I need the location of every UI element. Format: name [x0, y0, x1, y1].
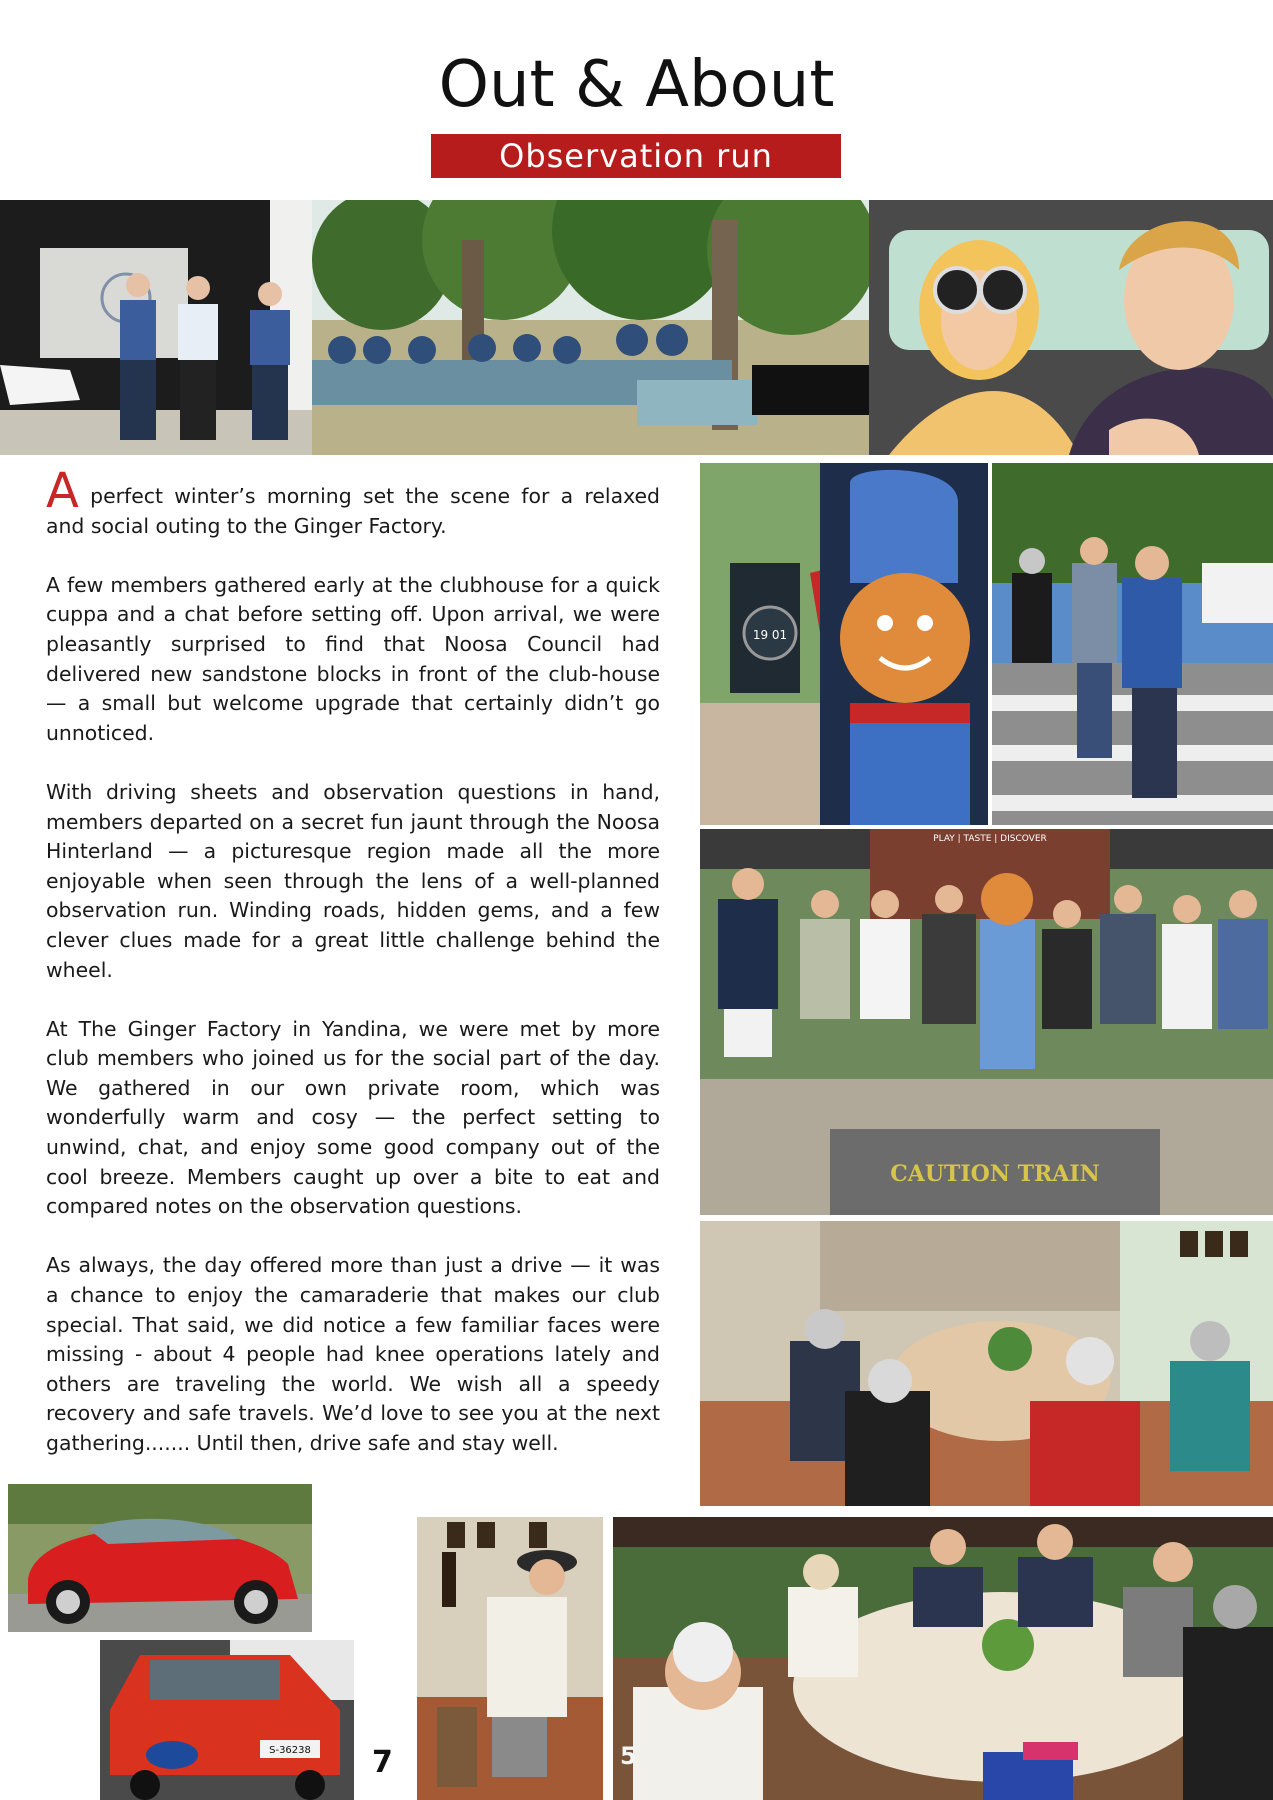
page-number-right: 5 [620, 1742, 637, 1770]
photo-red-ford-cortina [100, 1640, 354, 1800]
article-paragraph: A perfect winter’s morning set the scene for a relaxed and social outing to the Ginger Factory. [46, 463, 660, 538]
page-number-left: 7 [372, 1745, 393, 1780]
photo-park-gathering [312, 200, 869, 455]
article-paragraph: At The Ginger Factory in Yandina, we were met by more club members who joined us for the social part of the day. We gathered in our own private room, which was wonderfully warm and cosy — the perfect setting to unwind, chat, and enjoy some good company out of the cool breeze. Members caught up over a bite to eat and compared notes on the observation questions. [46, 1016, 660, 1219]
article-paragraph: With driving sheets and observation questions in hand, members departed on a secret fun jaunt through the Noosa Hinterland — a picturesque region made all the more enjoyable when seen through the lens of a well-planned observation run. Winding roads, hidden gems, and a few clever clues made for a great little challenge behind the wheel. [46, 779, 660, 982]
photo-group-ginger-factory [700, 829, 1273, 1215]
article-paragraph: As always, the day offered more than just a drive — it was a chance to enjoy the camaraderie that makes our club special. That said, we did notice a few familiar faces were missing - about 4 people had knee operations lately and others are traveling the world. We wish all a speedy recovery and safe travels. We’d love to see you at the next gathering....... Until then, drive safe and stay well. [46, 1253, 660, 1455]
illustration-comic-binoculars [869, 200, 1273, 455]
dropcap-letter: A [46, 463, 79, 519]
article-body [46, 463, 660, 1488]
page-title: Out & About [438, 48, 835, 122]
factory-sign-text: PLAY | TASTE | DISCOVER [933, 834, 1047, 844]
loco-number: 19 01 [752, 628, 788, 642]
photo-round-table-chat [613, 1517, 1273, 1800]
photo-members-walking [992, 463, 1273, 825]
photo-red-fiat [8, 1484, 312, 1632]
photo-ginger-mascot-train [700, 463, 988, 825]
caution-train-text: CAUTION TRAIN [890, 1161, 1100, 1187]
license-plate: S-36238 [269, 1745, 311, 1756]
photo-clubhouse-shed [0, 200, 312, 455]
photo-member-with-wine [417, 1517, 603, 1800]
section-banner: Observation run [431, 134, 841, 178]
article-paragraph: A few members gathered early at the clubhouse for a quick cuppa and a chat before setting off. Upon arrival, we were pleasantly surprised to find that Noosa Council had delivered new sandstone blocks in front of the club-house — a small but welcome upgrade that certainly didn’t go unnoticed. [46, 572, 660, 745]
photo-dining-room-table [700, 1221, 1273, 1506]
